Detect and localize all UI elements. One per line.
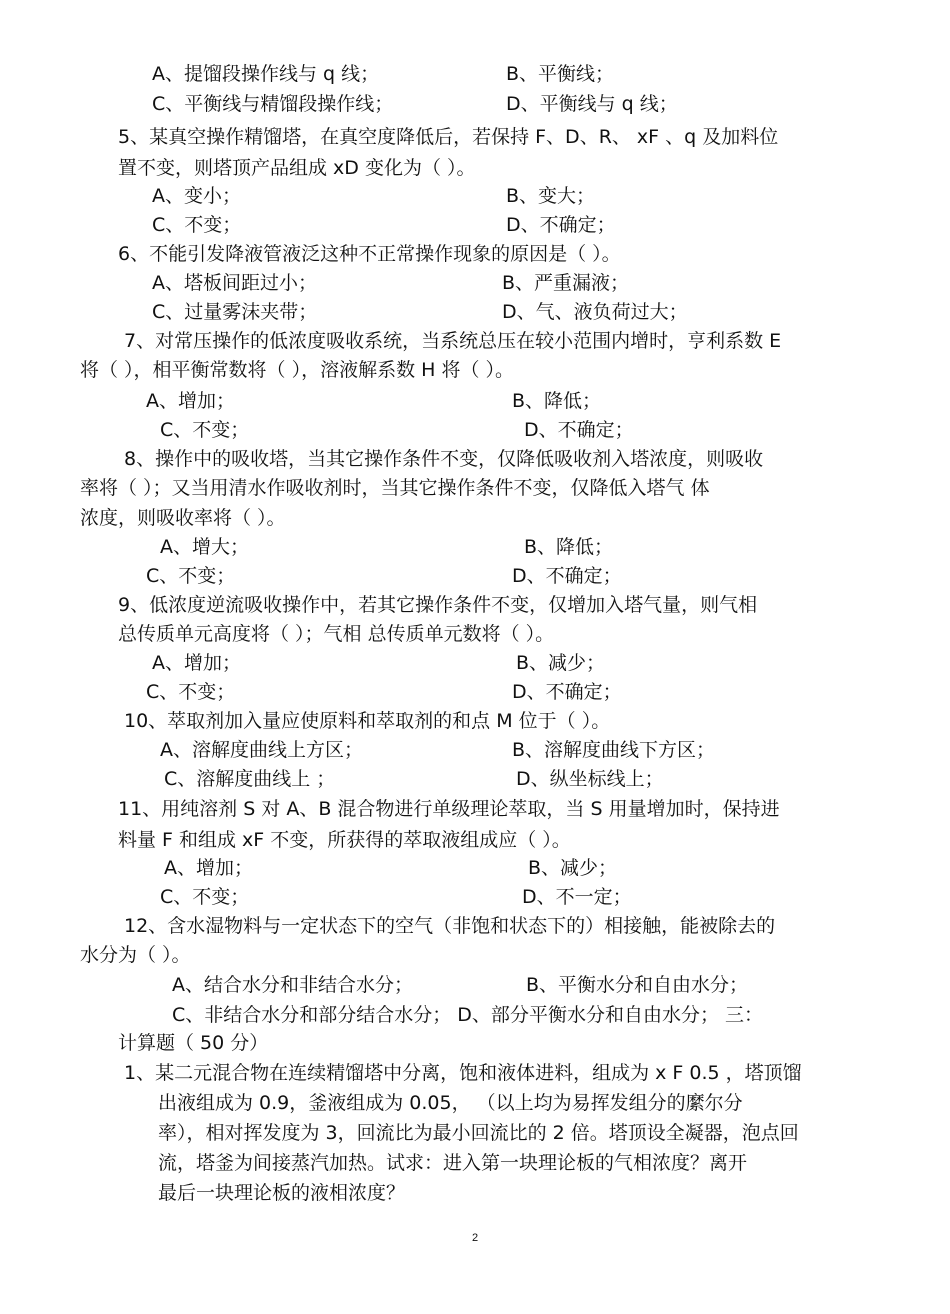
text-line: B、减少；: [516, 652, 606, 674]
text-line: 11、用纯溶剂 S 对 A、B 混合物进行单级理论萃取，当 S 用量增加时，保持进: [118, 798, 780, 820]
text-line: C、非结合水分和部分结合水分； D、部分平衡水分和自由水分； 三：: [172, 1004, 763, 1026]
text-line: 出液组成为 0.9，釜液组成为 0.05， （以上均为易挥发组分的縻尔分: [158, 1092, 743, 1114]
text-line: D、纵坐标线上；: [516, 768, 664, 790]
text-line: 6、不能引发降液管液泛这种不正常操作现象的原因是（ ）。: [118, 243, 621, 265]
text-line: 率），相对挥发度为 3，回流比为最小回流比的 2 倍。塔顶设全凝器，泡点回: [158, 1122, 799, 1144]
text-line: D、不一定；: [522, 886, 632, 908]
text-line: 最后一块理论板的液相浓度？: [158, 1182, 406, 1204]
text-line: D、不确定；: [512, 681, 622, 703]
text-line: C、不变；: [160, 886, 250, 908]
text-line: 流，塔釜为间接蒸汽加热。试求：进入第一块理论板的气相浓度？离开: [158, 1152, 748, 1174]
text-line: C、不变；: [160, 419, 250, 441]
text-line: 5、某真空操作精馏塔，在真空度降低后，若保持 F、D、R、 xF 、q 及加料位: [118, 126, 779, 148]
text-line: A、增大；: [160, 536, 249, 558]
text-line: 8、操作中的吸收塔，当其它操作条件不变，仅降低吸收剂入塔浓度，则吸收: [124, 448, 764, 470]
text-line: A、变小；: [152, 185, 241, 207]
text-line: C、过量雾沫夹带；: [152, 301, 318, 323]
text-line: 9、低浓度逆流吸收操作中，若其它操作条件不变，仅增加入塔气量，则气相: [118, 594, 758, 616]
text-line: D、不确定；: [512, 565, 622, 587]
text-line: 水分为（ ）。: [80, 944, 191, 966]
text-line: 置不变，则塔顶产品组成 xD 变化为（ ）。: [118, 157, 476, 179]
text-line: C、平衡线与精馏段操作线；: [152, 93, 394, 115]
text-line: B、降低；: [512, 390, 602, 412]
text-line: A、溶解度曲线上方区；: [160, 739, 363, 761]
text-line: D、不确定；: [524, 419, 634, 441]
text-line: D、不确定；: [506, 214, 616, 236]
text-line: A、结合水分和非结合水分；: [172, 974, 413, 996]
text-line: B、减少；: [528, 857, 618, 879]
text-line: 7、对常压操作的低浓度吸收系统，当系统总压在较小范围内增时，亨利系数 E: [124, 330, 782, 352]
text-line: 总传质单元高度将（ ）；气相 总传质单元数将（ ）。: [118, 623, 555, 645]
text-line: A、提馏段操作线与 q 线；: [152, 63, 380, 85]
text-line: B、平衡线；: [506, 63, 615, 85]
text-line: C、不变；: [152, 214, 242, 236]
page-number: 2: [471, 1232, 479, 1244]
text-line: 1、某二元混合物在连续精馏塔中分离，饱和液体进料，组成为 x F 0.5 ，塔顶馏: [124, 1062, 802, 1084]
text-line: 率将（ ）；又当用清水作吸收剂时，当其它操作条件不变，仅降低入塔气 体: [80, 477, 710, 499]
text-line: 料量 F 和组成 xF 不变，所获得的萃取液组成应（ ）。: [118, 829, 571, 851]
text-line: B、平衡水分和自由水分；: [526, 974, 749, 996]
text-line: C、不变；: [146, 681, 236, 703]
text-line: A、增加；: [164, 857, 253, 879]
text-line: 10、萃取剂加入量应使原料和萃取剂的和点 M 位于（ ）。: [124, 710, 611, 732]
text-line: B、降低；: [524, 536, 614, 558]
text-line: B、溶解度曲线下方区；: [512, 739, 716, 761]
text-line: 12、含水湿物料与一定状态下的空气（非饱和状态下的）相接触，能被除去的: [124, 915, 776, 937]
text-line: 将（ ），相平衡常数将（ ），溶液解系数 H 将（ ）。: [80, 359, 514, 381]
text-line: 浓度，则吸收率将（ ）。: [80, 507, 286, 529]
text-line: C、不变；: [146, 565, 236, 587]
text-line: A、增加；: [152, 652, 241, 674]
text-line: A、塔板间距过小；: [152, 272, 317, 294]
text-line: B、变大；: [506, 185, 596, 207]
text-line: D、气、液负荷过大；: [502, 301, 688, 323]
text-line: C、溶解度曲线上 ；: [164, 768, 336, 790]
text-line: A、增加；: [146, 390, 235, 412]
text-line: B、严重漏液；: [502, 272, 630, 294]
text-line: D、平衡线与 q 线；: [506, 93, 678, 115]
text-line: 计算题（ 50 分）: [118, 1032, 269, 1054]
